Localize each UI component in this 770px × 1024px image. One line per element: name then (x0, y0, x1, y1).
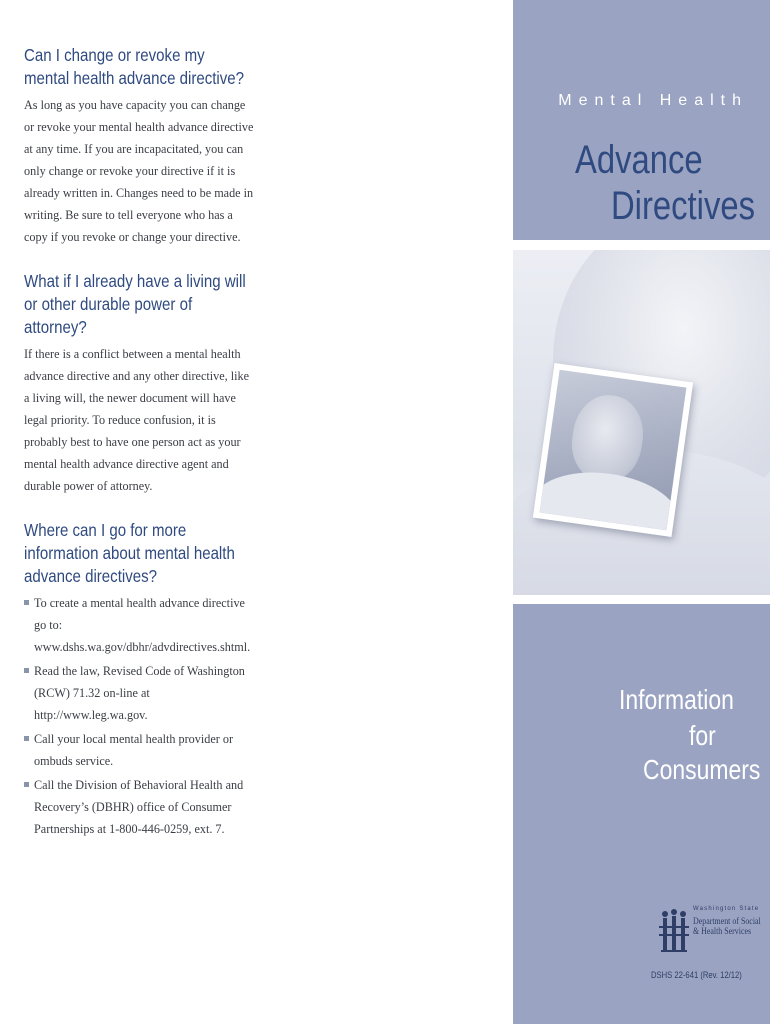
section-resources (24, 519, 254, 840)
list-item: Call your local mental health provider or ombuds service. (24, 728, 254, 772)
cover-photo (513, 250, 770, 595)
logo-department-name: Department of Social & Health Services (693, 916, 761, 936)
left-column (24, 44, 254, 862)
section-living-will (24, 270, 254, 497)
section-change-revoke (24, 44, 254, 248)
cover-subtitle-line2: for (689, 720, 716, 751)
section-body: If there is a conflict between a mental health advance directive and any other directive, like a living will, the newer document will have legal priority. To reduce confusion, it is probably best to have one person act as your mental health advance directive agent and durable power of attorney. (24, 347, 250, 493)
cover-subtitle-panel (513, 604, 770, 1024)
inset-portrait (540, 370, 687, 530)
cover-subtitle-line1: Information (619, 684, 734, 715)
inset-portrait-face (567, 391, 648, 486)
bullet-square-icon (24, 736, 29, 741)
logo-state-label: Washington State (693, 906, 760, 912)
form-number: DSHS 22-641 (Rev. 12/12) (651, 970, 742, 980)
section-heading: Where can I go for more information about mental health advance directives? (24, 520, 235, 586)
section-heading: Can I change or revoke my mental health advance directive? (24, 45, 245, 88)
bullet-square-icon (24, 600, 29, 605)
cover-subtitle-line3: Consumers (643, 754, 761, 785)
resource-list (24, 592, 254, 840)
family-logo-icon (659, 908, 689, 958)
cover-title-line1: Advance (575, 138, 703, 182)
bullet-square-icon (24, 668, 29, 673)
bullet-square-icon (24, 782, 29, 787)
list-item: Call the Division of Behavioral Health and Recovery’s (DBHR) office of Consumer Partnerships at 1-800-446-0259, ext. 7. (24, 774, 254, 840)
inset-portrait-shirt (540, 463, 685, 530)
list-item: To create a mental health advance directive go to: www.dshs.wa.gov/dbhr/advdirectives.shtml. (24, 592, 254, 658)
cover-kicker: Mental Health (558, 92, 748, 109)
cover-title-panel (513, 0, 770, 240)
inset-photo-frame (533, 363, 693, 537)
list-item: Read the law, Revised Code of Washington (RCW) 71.32 on-line at http://www.leg.wa.gov. (24, 660, 254, 726)
section-heading: What if I already have a living will or other durable power of attorney? (24, 271, 246, 337)
section-body: As long as you have capacity you can change or revoke your mental health advance directive at any time. If you are incapacitated, you can only change or revoke your directive if it is already written in. Changes need to be made in writing. Be sure to tell everyone who has a copy if you revoke or change your directive. (24, 98, 254, 244)
cover-title-line2: Directives (611, 184, 755, 228)
